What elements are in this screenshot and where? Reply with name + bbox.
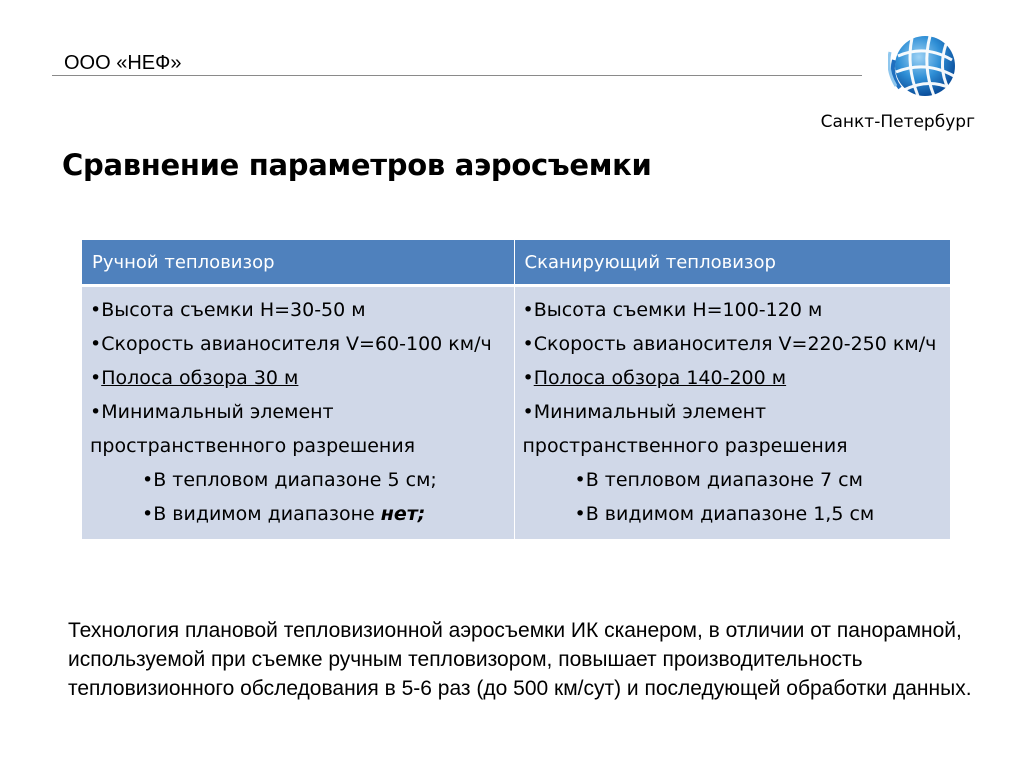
visible-range-value: нет;	[380, 503, 426, 525]
swath-width: Полоса обзора 30 м	[101, 367, 299, 389]
swath-line	[523, 361, 943, 395]
bullet: •	[90, 367, 102, 389]
header-divider	[52, 75, 862, 76]
survey-height: •Высота съемки Н=30-50 м	[90, 299, 366, 321]
swath-line	[90, 361, 506, 395]
min-resolution-element: •Минимальный элемент пространственного разрешения	[522, 401, 848, 457]
visible-range: •В видимом диапазоне 1,5 см	[574, 503, 875, 525]
visible-range	[90, 497, 506, 531]
comparison-table	[82, 240, 950, 539]
visible-range-label: •В видимом диапазоне	[142, 503, 381, 525]
carrier-speed: •Скорость авианосителя V=220-250 км/ч	[522, 333, 937, 355]
cell-manual	[82, 286, 514, 540]
company-name: ООО «НЕФ»	[64, 52, 182, 74]
page-title: Сравнение параметров аэросъемки	[62, 148, 652, 182]
cell-scanning	[514, 286, 950, 540]
thermal-range: •В тепловом диапазоне 7 см	[574, 469, 863, 491]
bullet: •	[522, 367, 534, 389]
min-resolution-element: •Минимальный элемент пространственного разрешения	[90, 401, 416, 457]
column-header-scanning: Сканирующий тепловизор	[514, 240, 950, 286]
survey-height: •Высота съемки Н=100-120 м	[522, 299, 823, 321]
globe-icon	[888, 30, 958, 100]
city-label: Санкт-Петербург	[820, 112, 975, 132]
footer-text: Технология плановой тепловизионной аэросъемки ИК сканером, в отличии от панорамной, используемой при съемке ручным тепловизором, повышает производительность тепловизионного обследования в 5-6 раз (до 500 км/сут) и последующей обработки данных.	[68, 619, 972, 700]
table-header-row	[82, 240, 950, 286]
carrier-speed: •Скорость авианосителя V=60-100 км/ч	[90, 333, 492, 355]
swath-width: Полоса обзора 140-200 м	[533, 367, 787, 389]
column-header-manual: Ручной тепловизор	[82, 240, 514, 286]
table-row	[82, 286, 950, 540]
thermal-range: •В тепловом диапазоне 5 см;	[142, 469, 437, 491]
